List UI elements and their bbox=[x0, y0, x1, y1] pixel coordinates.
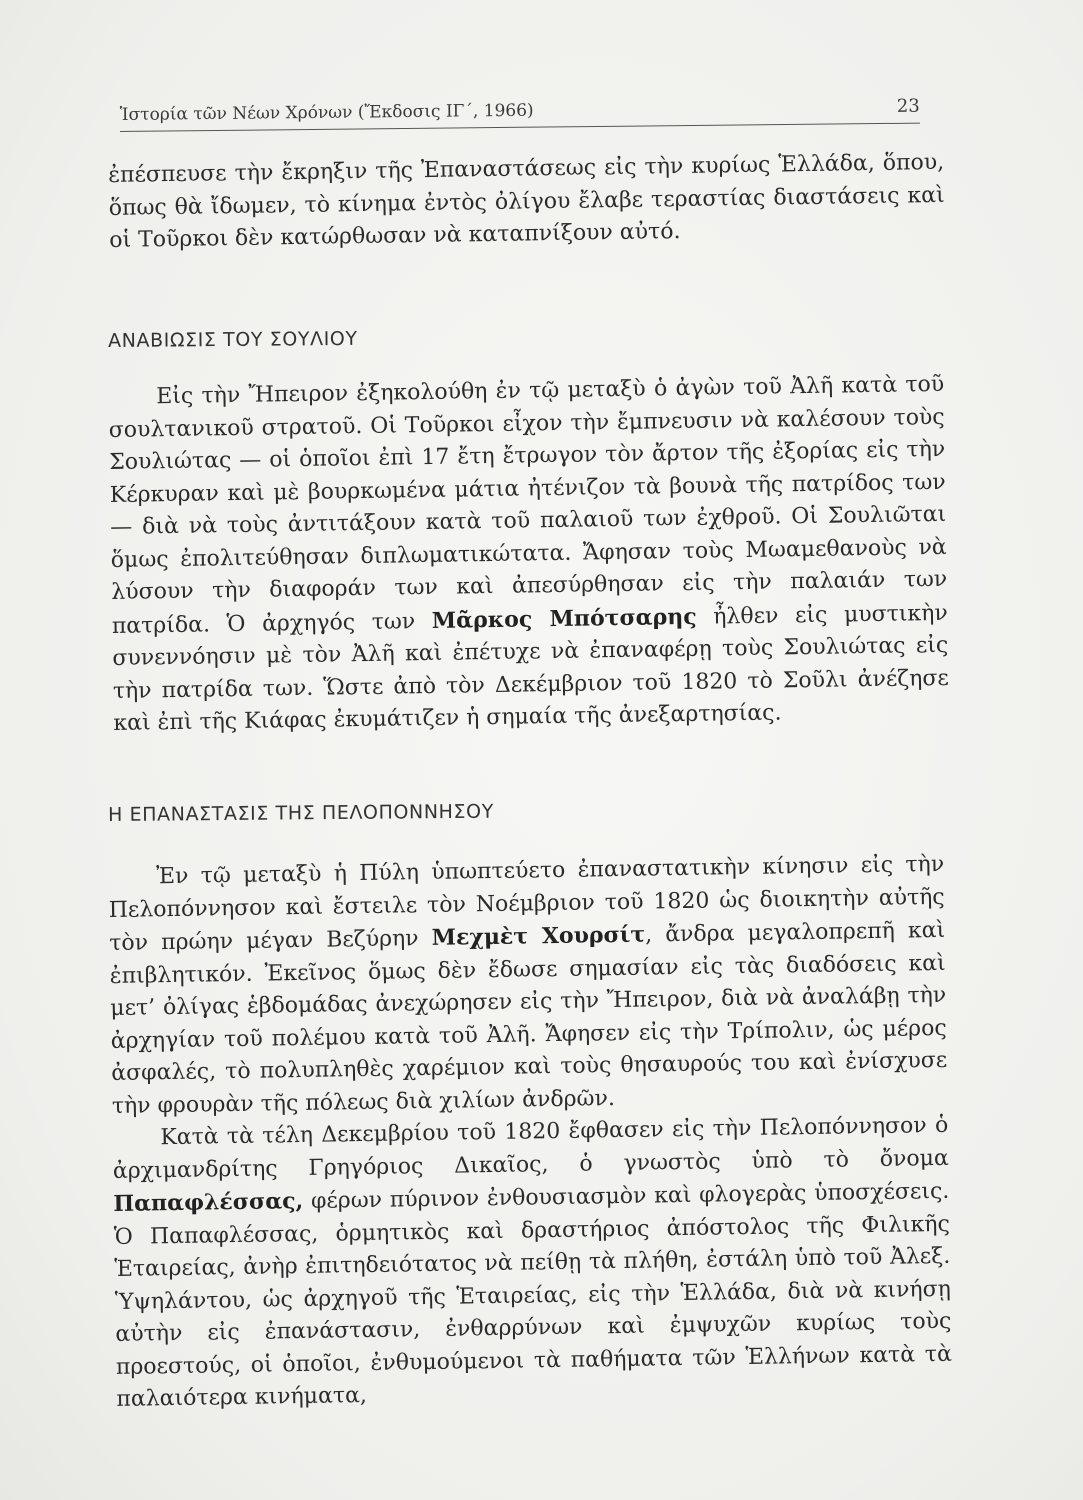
bold-name-hursit: Μεχμὲτ Χουρσίτ bbox=[431, 921, 646, 951]
paragraph-continuation bbox=[108, 147, 945, 258]
paragraph-text-part: Εἰς τὴν Ἤπειρον ἐξηκολούθη ἐν τῷ μεταξὺ ὁ ἀγὼν τοῦ Ἀλῆ κατὰ τοῦ σουλτανικοῦ στρατοῦ. Οἱ Τοῦρκοι εἶχον τὴν ἔμπνευσιν νὰ καλέσουν τοὺς Σουλιώτας — οἱ ὁποῖοι ἐπὶ 17 ἔτη ἔτρωγον τὸν ἄρτον τῆς ἐξορίας εἰς τὴν Κέρκυραν καὶ μὲ βουρκωμένα μάτια ἠτένιζον τὰ βουνὰ τῆς πατρίδος των — διὰ νὰ τοὺς ἀντιτάξουν κατὰ τοῦ παλαιοῦ των ἐχθροῦ. Οἱ Σουλιῶται ὅμως ἐπολιτεύθησαν διπλωματικώτατα. Ἄφησαν τοὺς Μωαμεθανοὺς νὰ λύσουν τὴν διαφοράν των καὶ ἀπεσύρθησαν εἰς τὴν παλαιάν των πατρίδα. Ὁ ἀρχηγός των bbox=[108, 371, 948, 639]
paragraph-text-part: Κατὰ τὰ τέλη Δεκεμβρίου τοῦ 1820 ἔφθασεν εἰς τὴν Πελοπόννησον ὁ ἀρχιμανδρίτης Γρηγόριος Δικαῖος, ὁ γνωστὸς ὑπὸ τὸ ὄνομα bbox=[112, 1112, 949, 1184]
paragraph-text bbox=[112, 1110, 953, 1417]
bold-name-botsaris: Μᾶρκος Μπότσαρης bbox=[431, 603, 697, 634]
paragraph-text bbox=[108, 849, 948, 1123]
paragraph-text-part: φέρων πύρινον ἐνθουσιασμὸν καὶ φλογερὰς ὑποσχέσεις. Ὁ Παπαφλέσσας, ὁρμητικὸς καὶ δραστήριος ἀπόστολος τῆς Φιλικῆς Ἑταιρείας, ἀνὴρ ἐπιτηδειότατος νὰ πείθῃ τὰ πλήθη, ἐστάλη ὑπὸ τοῦ Ἀλεξ. Ὑψηλάντου, ὡς ἀρχηγοῦ τῆς Ἑταιρείας, εἰς τὴν Ἑλλάδα, διὰ νὰ κινήσῃ αὐτὴν εἰς ἐπανάστασιν, ἐνθαρρύνων καὶ ἐμψυχῶν κυρίως τοὺς προεστούς, οἱ ὁποῖοι, ἐνθυμούμενοι τὰ παθήματα τῶν Ἑλλήνων κατὰ τὰ παλαιότερα κινήματα, bbox=[113, 1178, 953, 1412]
paragraph-text-part: , ἄνδρα μεγαλοπρεπῆ καὶ ἐπιβλητικόν. Ἐκεῖνος ὅμως δὲν ἔδωσε σημασίαν εἰς τὰς διαδόσεις καὶ μετ’ ὀλίγας ἑβδομάδας ἀνεχώρησεν εἰς τὴν Ἤπειρον, διὰ νὰ ἀναλάβῃ τὴν ἀρχηγίαν τοῦ πολέμου κατὰ τοῦ Ἀλῆ. Ἄφησεν εἰς τὴν Τρίπολιν, ὡς μέρος ἀσφαλές, τὸ πολυπληθὲς χαρέμιον καὶ τοὺς θησαυρούς του καὶ ἐνίσχυσε τὴν φρουρὰν τῆς πόλεως διὰ χιλίων ἀνδρῶν. bbox=[109, 917, 948, 1119]
paragraph-text-part: Ἐν τῷ μεταξὺ ἡ Πύλη ὑπωπτεύετο ἐπαναστατικὴν κίνησιν εἰς τὴν Πελοπόννησον καὶ ἔστειλε τὸν Νοέμβριον τοῦ 1820 ὡς διοικητὴν αὐτῆς τὸν πρώην μέγαν Βεζύρην bbox=[108, 851, 945, 956]
running-head-title: Ἱστορία τῶν Νέων Χρόνων (Ἔκδοσις ΙΓ΄, 1966) bbox=[119, 100, 534, 126]
paragraph-text bbox=[108, 369, 950, 741]
page-number: 23 bbox=[896, 95, 920, 117]
paragraph-text: ἐπέσπευσε τὴν ἔκρηξιν τῆς Ἐπαναστάσεως εἰς τὴν κυρίως Ἑλλάδα, ὅπου, ὅπως θὰ ἴδωμεν, τὸ κίνημα ἐντὸς ὀλίγου ἔλαβε τεραστίας διαστάσεις καὶ οἱ Τοῦρκοι δὲν κατώρθωσαν νὰ καταπνίξουν αὐτό. bbox=[108, 149, 945, 253]
running-head bbox=[120, 96, 920, 132]
paragraph-souli bbox=[108, 369, 950, 741]
paragraph-peloponnese bbox=[108, 849, 953, 1417]
section-heading-peloponnese: Η ΕΠΑΝΑΣΤΑΣΙΣ ΤΗΣ ΠΕΛΟΠΟΝΝΗΣΟΥ bbox=[108, 800, 494, 826]
section-heading-souli: ΑΝΑΒΙΩΣΙΣ ΤΟΥ ΣΟΥΛΙΟΥ bbox=[108, 327, 358, 352]
paragraph-text-part: ἦλθεν εἰς μυστικὴν συνεννόησιν μὲ τὸν Ἀλῆ καὶ ἐπέτυχε νὰ ἐπαναφέρῃ τοὺς Σουλιώτας εἰς τὴν πατρίδα των. Ὥστε ἀπὸ τὸν Δεκέμβριον τοῦ 1820 τὸ Σοῦλι ἀνέζησε καὶ ἐπὶ τῆς Κιάφας ἐκυμάτιζεν ἡ σημαία τῆς ἀνεξαρτησίας. bbox=[112, 600, 949, 736]
bold-name-papaflessas: Παπαφλέσσας, bbox=[113, 1187, 304, 1217]
